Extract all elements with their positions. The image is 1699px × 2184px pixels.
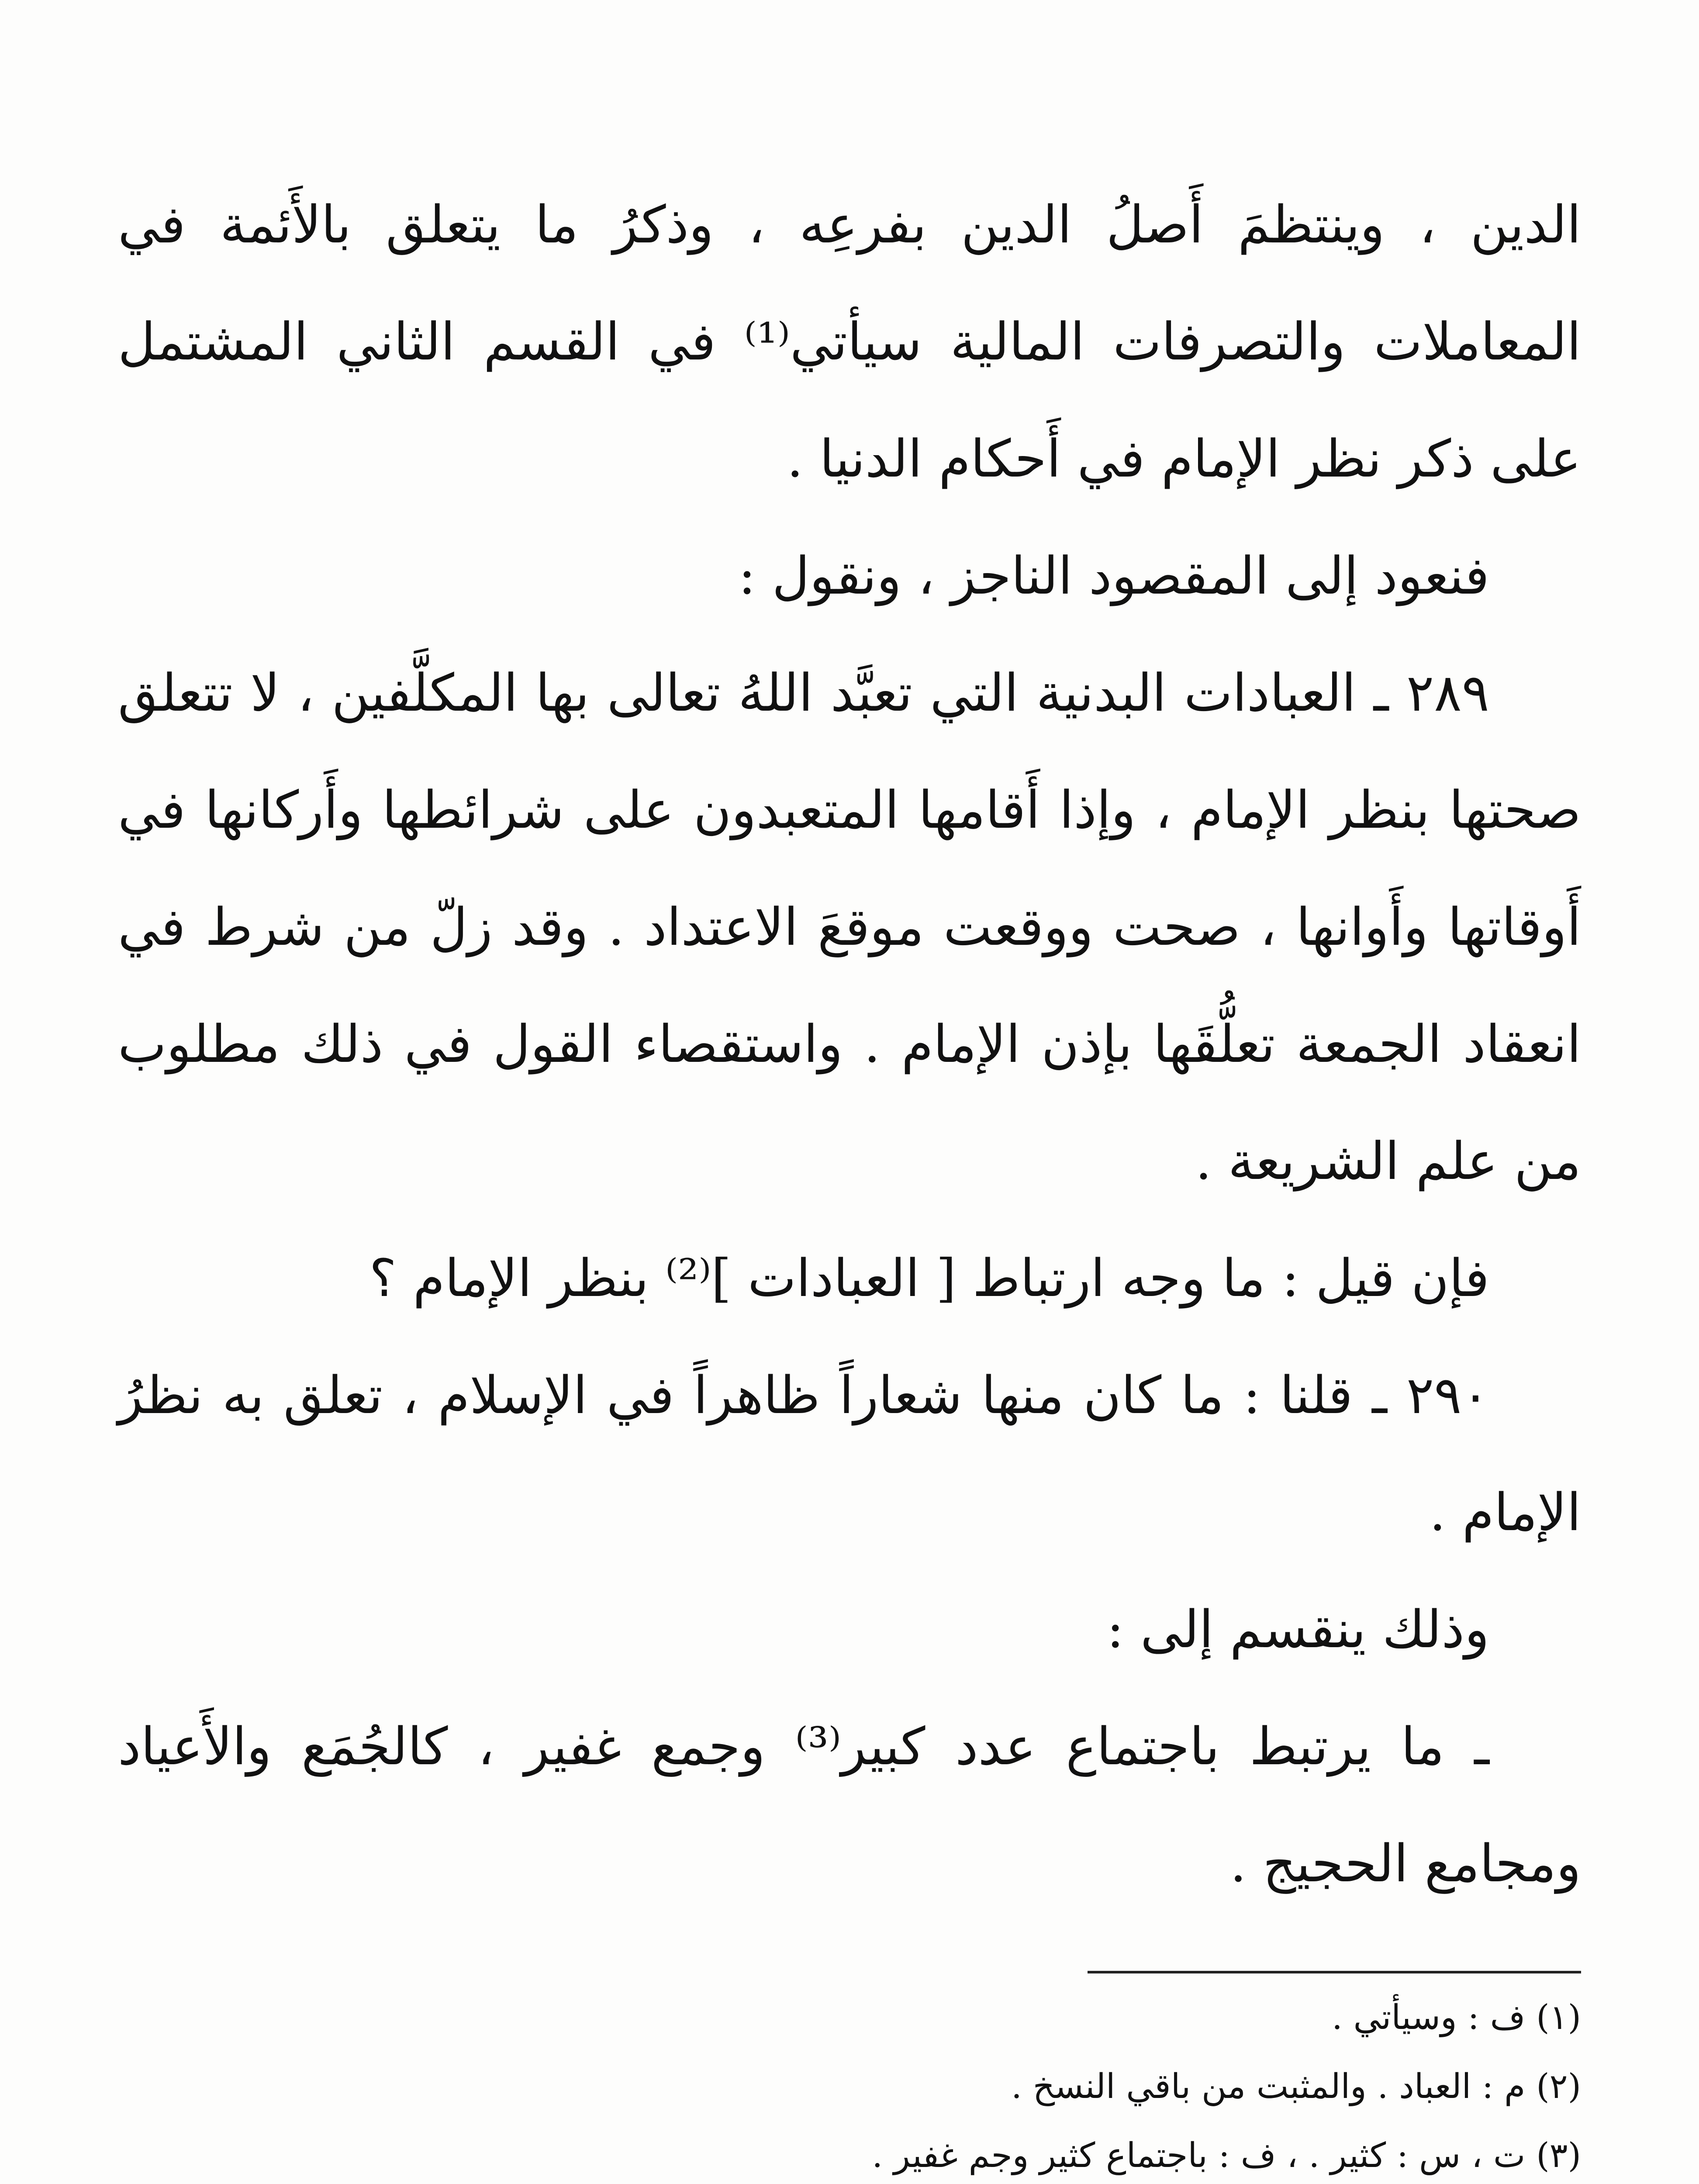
paragraph-return: فنعود إلى المقصود الناجز ، ونقول : (738, 546, 1489, 606)
footnote-1: (١) ف : وسيأتي . (1332, 1998, 1581, 2037)
footnotes (118, 1983, 1581, 2184)
paragraph-question: فإن قيل : ما وجه ارتباط [ العبادات ]⁽²⁾ بنظر الإمام ؟ (369, 1248, 1489, 1308)
paragraph-list-item: ـ ما يرتبط باجتماع عدد كبير⁽³⁾ وجمع غفير ، كالجُمَع والأَعياد ومجامع الحجيج . (118, 1716, 1581, 1894)
paragraph-290: ٢٩٠ ـ قلنا : ما كان منها شعاراً ظاهراً في الإسلام ، تعلق به نظرُ الإمام . (118, 1365, 1581, 1542)
footnote-3: (٣) ت ، س : كثير . ، ف : باجتماع كثير وجم غفير . (872, 2136, 1581, 2175)
paragraph-intro: الدين ، وينتظمَ أَصلُ الدين بفرعِه ، وذكرُ ما يتعلق بالأَئمة في المعاملات والتصرفات المالية سيأتي⁽¹⁾ في القسم الثاني المشتمل على ذكر نظر الإمام في أَحكام الدنيا . (118, 194, 1581, 489)
paragraph-division: وذلك ينقسم إلى : (1106, 1599, 1489, 1659)
paragraph-289: ٢٨٩ ـ العبادات البدنية التي تعبَّد اللهُ تعالى بها المكلَّفين ، لا تتعلق صحتها بنظر الإمام ، وإذا أَقامها المتعبدون على شرائطها وأَركانها في أَوقاتها وأَوانها ، صحت ووقعت موقعَ الاعتداد . وقد زلّ من شرط في انعقاد الجمعة تعلُّقَها بإذن الإمام . واستقصاء القول في ذلك مطلوب من علم الشريعة . (118, 663, 1581, 1191)
main-text (118, 166, 1581, 1922)
footnote-2: (٢) م : العباد . والمثبت من باقي النسخ . (1011, 2067, 1581, 2106)
footnote-separator (1088, 1971, 1581, 1973)
